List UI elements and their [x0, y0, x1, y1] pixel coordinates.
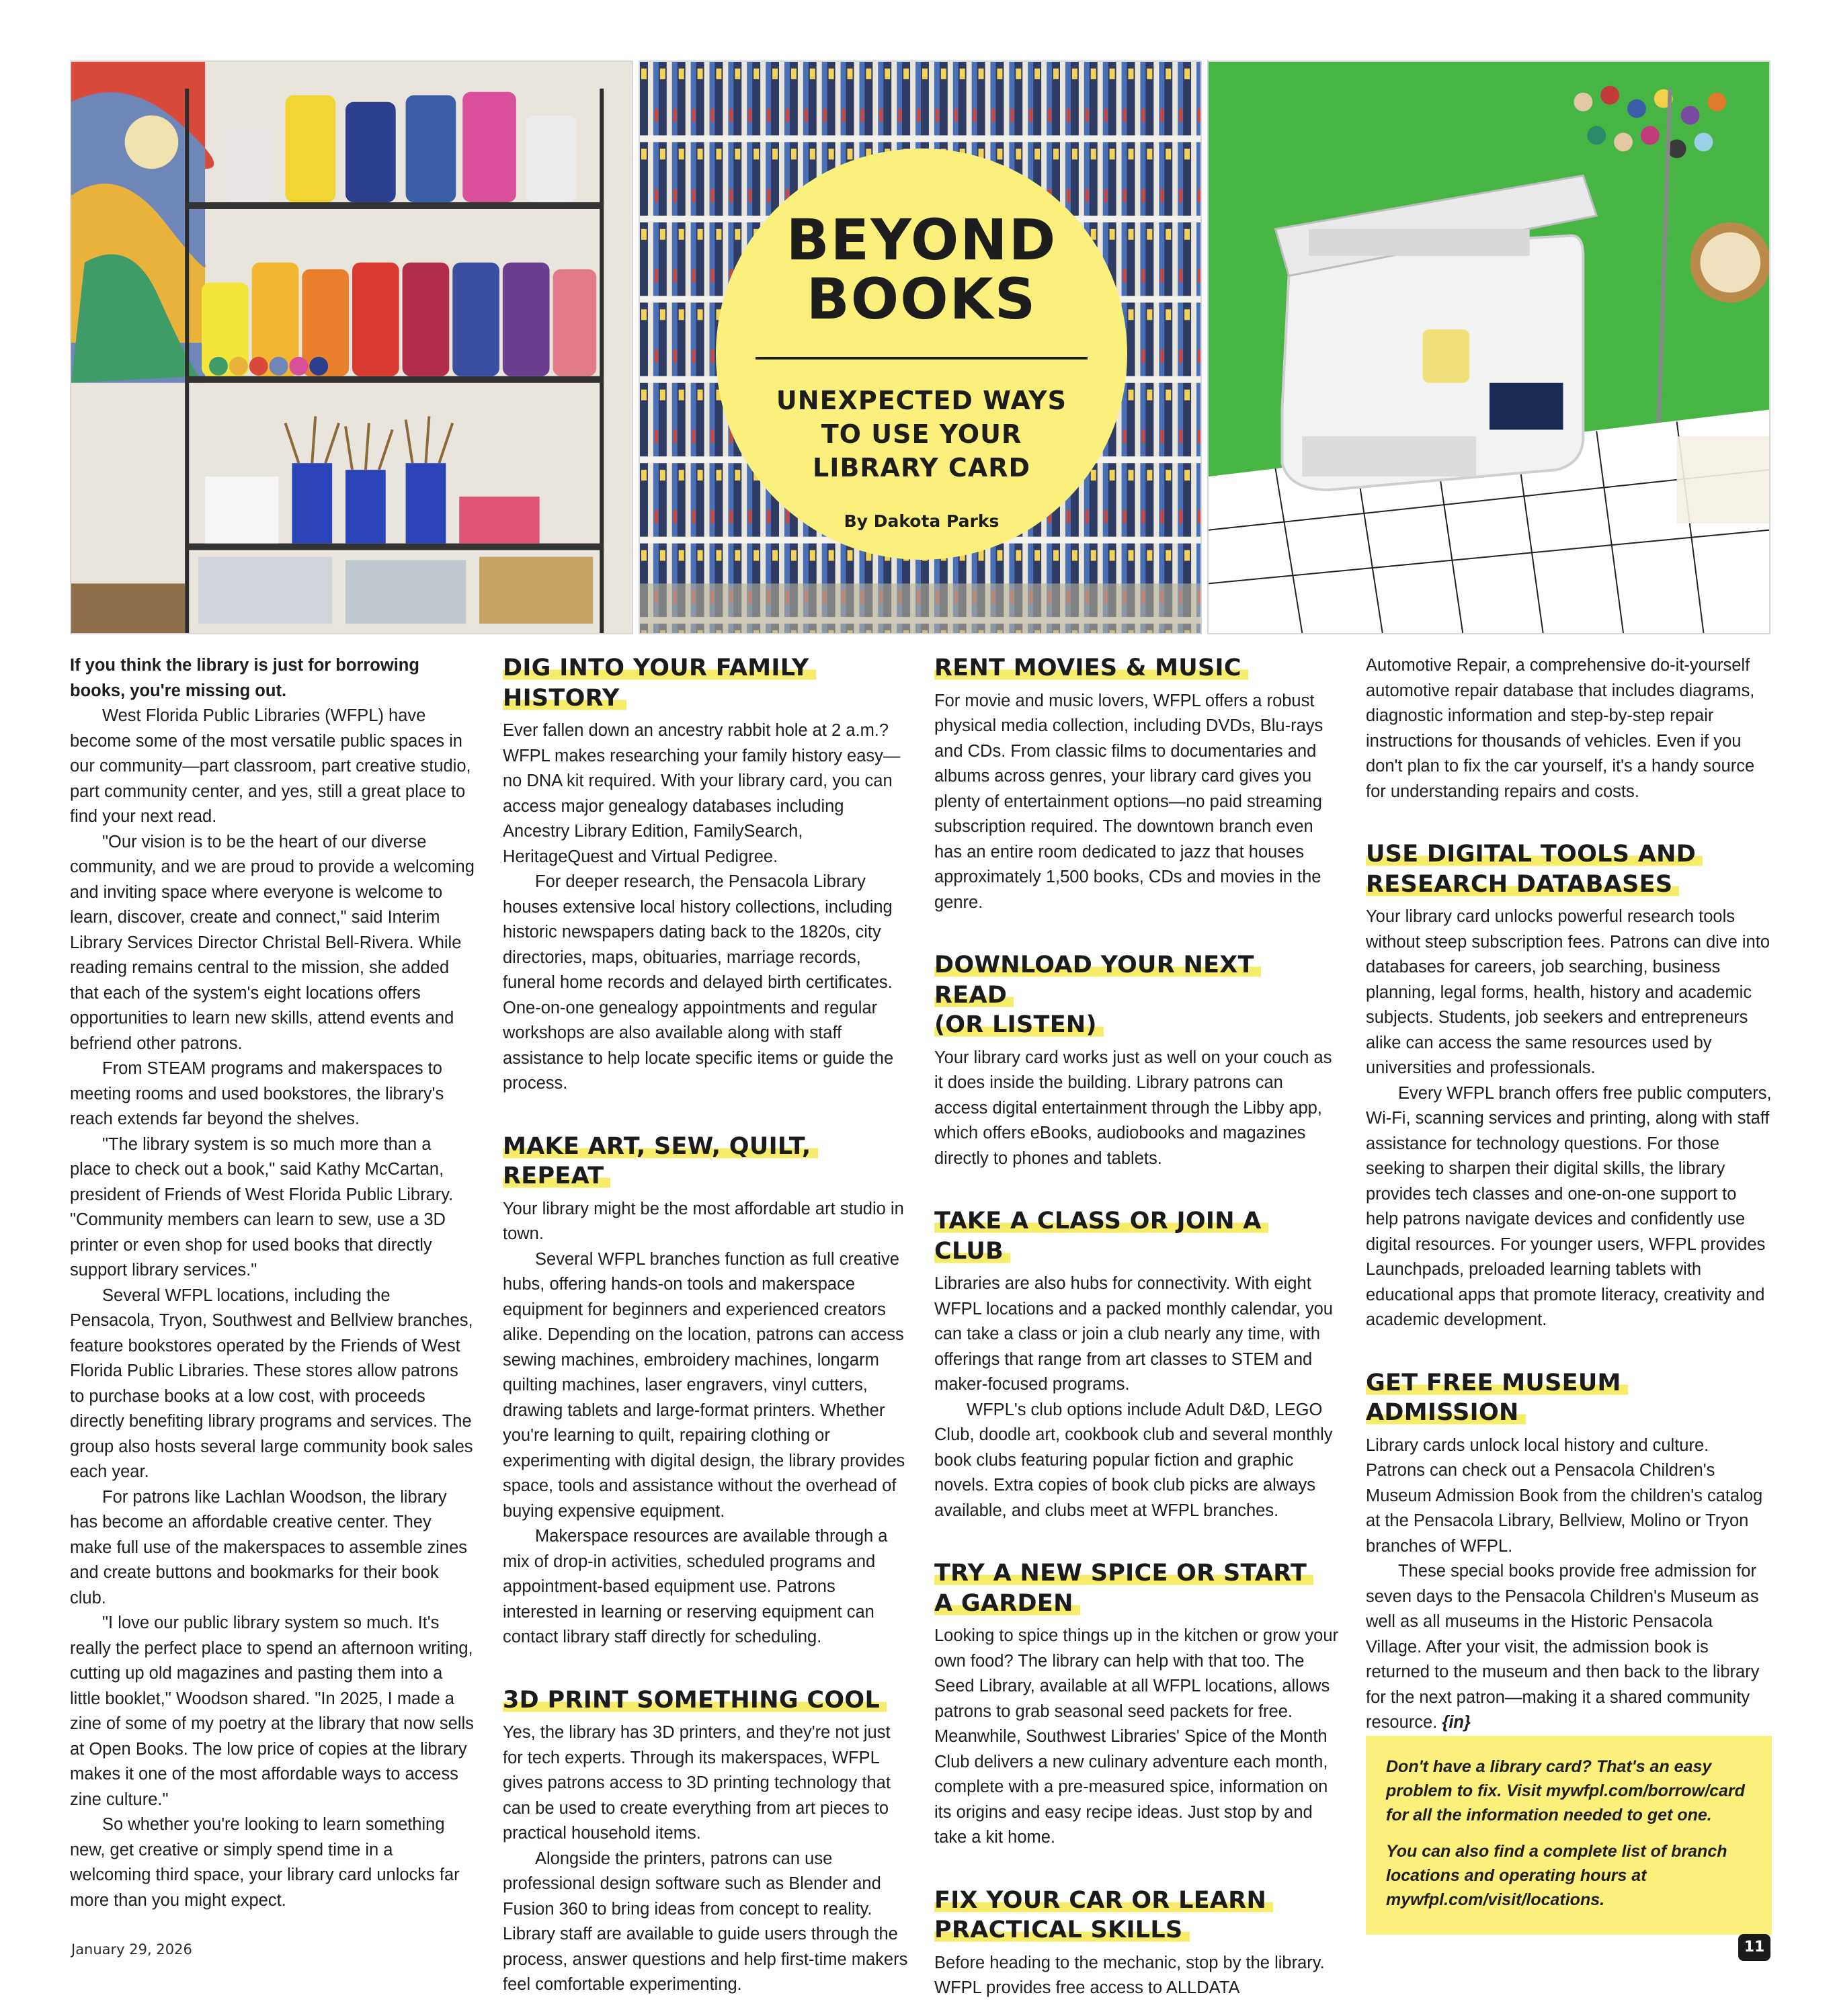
callout-paragraph: You can also find a complete list of branch locations and operating hours at mywfpl.com/visit/locations. [1386, 1842, 1727, 1909]
subheadline-line-2: TO USE YOUR [821, 419, 1022, 449]
section-paragraph: Alongside the printers, patrons can use professional design software such as Blender and Fusion 360 to bring ideas from concept to reality. Library staff are available to guide users through the process, answer questions and help first-time makers feel comfortable experimenting. [503, 1849, 908, 1994]
intro-lead: If you think the library is just for borrowing books, you're missing out. [70, 656, 419, 700]
column-3 [934, 653, 1340, 2001]
section-paragraph: Your library card works just as well on your couch as it does inside the building. Library patrons can access digital entertainment through the Libby app, which offers eBooks, audiobooks and magazines directly to phones and tablets. [934, 1048, 1332, 1168]
section-paragraph: Several WFPL branches function as full creative hubs, offering hands-on tools and makerspace equipment for beginners and experienced creators alike. Depending on the location, patrons can access sewing machines, embroidery machines, longarm quilting machines, laser engravers, vinyl cutters, drawing tablets and large-format printers. Whether you're learning to quilt, repairing clothing or experimenting with digital design, the library provides space, tools and assistance without the overhead of buying expensive equipment. [503, 1249, 905, 1521]
section-paragraph: Every WFPL branch offers free public computers, Wi-Fi, scanning services and printing, along with staff assistance for technology questions. For those seeking to sharpen their digital skills, the library provides tech classes and one-on-one support to help patrons navigate devices and confidently use digital resources. For younger users, WFPL provides Launchpads, preloaded learning tablets with educational apps that promote literacy, creativity and academic development. [1366, 1083, 1772, 1329]
section-paragraph-continued: Automotive Repair, a comprehensive do-it-yourself automotive repair database that includes diagrams, diagnostic information and step-by-step repair instructions for thousands of vehicles. Even if you don't plan to fix the car yourself, it's a handy source for understanding repairs and costs. [1366, 656, 1755, 801]
section-heading-movies: RENT MOVIES & MUSIC [934, 653, 1340, 683]
callout-paragraph: Don't have a library card? That's an easy problem to fix. Visit mywfpl.com/borrow/card for all the information needed to get one. [1386, 1757, 1745, 1824]
title-divider [756, 357, 1088, 360]
intro-paragraph: "Our vision is to be the heart of our diverse community, and we are proud to provide a welcoming and inviting space where everyone is welcome to learn, discover, create and connect," said Interim Library Services Director Christal Bell-Rivera. While reading remains central to the mission, she added that each of the system's eight locations offers opportunities to learn new skills, attend events and befriend other patrons. [70, 832, 475, 1053]
headline-line-2: BOOKS [806, 266, 1037, 332]
section-paragraph: Your library might be the most affordable art studio in town. [503, 1199, 904, 1243]
library-card-callout [1366, 1736, 1772, 1935]
section-paragraph: WFPL's club options include Adult D&D, LEGO Club, doodle art, cookbook club and several monthly book clubs featuring popular fiction and graphic novels. Extra copies of book club picks are always available, and clubs meet at WFPL branches. [934, 1400, 1333, 1520]
section-paragraph: For movie and music lovers, WFPL offers a robust physical media collection, including DVDs, Blu-rays and CDs. From classic films to documentaries and albums across genres, your library card gives you plenty of entertainment options—no paid streaming subscription required. The downtown branch even has an entire room dedicated to jazz that houses approximately 1,500 books, CDs and movies in the genre. [934, 691, 1323, 912]
section-heading-family: DIG INTO YOUR FAMILY HISTORY [503, 653, 909, 713]
section-heading-download: DOWNLOAD YOUR NEXT READ (OR LISTEN) [934, 950, 1340, 1040]
issue-date: January 29, 2026 [71, 1941, 192, 1958]
section-heading-museum: GET FREE MUSEUM ADMISSION [1366, 1368, 1772, 1428]
headline-line-1: BEYOND [786, 207, 1057, 273]
sewing-machine-photo [1207, 60, 1770, 634]
section-paragraph: Makerspace resources are available through a mix of drop-in activities, scheduled programs and appointment-based equipment use. Patrons interested in learning or reserving equipment can contact library staff directly for scheduling. [503, 1527, 888, 1646]
art-supplies-illustration [71, 62, 632, 633]
section-paragraph: For deeper research, the Pensacola Library houses extensive local history collections, including historic newspapers dating back to the 1820s, city directories, maps, obituaries, marriage records, funeral home records and delayed birth certificates. One-on-one genealogy appointments and regular workshops are also available along with staff assistance to help locate specific items or guide the process. [503, 872, 894, 1093]
intro-paragraph: For patrons like Lachlan Woodson, the library has become an affordable creative center. They make full use of the makerspaces to assemble zines and create buttons and bookmarks for their book club. [70, 1487, 468, 1607]
intro-paragraph: "I love our public library system so much. It's really the perfect place to spend an afternoon writing, cutting up old magazines and pasting them into a little booklet," Woodson shared. "In 2025, I made a zine of some of my poetry at the library that now sells at Open Books. The low price of copies at the library makes it one of the most affordable ways to access zine culture." [70, 1613, 474, 1809]
section-paragraph: These special books provide free admission for seven days to the Pensacola Children's Museum as well as all museums in the Historic Pensacola Village. After your visit, the admission book is returned to the museum and then back to the library for the next patron—making it a shared community resource. {in} [1366, 1562, 1760, 1732]
column-1 [70, 653, 476, 1913]
intro-paragraph: So whether you're looking to learn something new, get creative or simply spend time in a welcoming third space, your library card unlocks far more than you might expect. [70, 1815, 460, 1910]
subheadline-line-1: UNEXPECTED WAYS [776, 386, 1067, 415]
section-heading-3d-print: 3D PRINT SOMETHING COOL [503, 1685, 909, 1716]
section-paragraph: Yes, the library has 3D printers, and they're not just for tech experts. Through its makerspaces, WFPL gives patrons access to 3D printing technology that can be used to create everything from art pieces to practical household items. [503, 1723, 891, 1843]
intro-paragraph: Several WFPL locations, including the Pensacola, Tryon, Southwest and Bellview branches, feature bookstores operated by the Friends of West Florida Public Libraries. These stores allow patrons to purchase books at a low cost, with proceeds directly benefiting library programs and services. The group also hosts several large community book sales each year. [70, 1286, 473, 1481]
intro-paragraph: West Florida Public Libraries (WFPL) have become some of the most versatile public spaces in our community—part classroom, part creative studio, part community center, and yes, still a great place to find your next read. [70, 706, 471, 826]
byline: By Dakota Parks [844, 511, 1000, 531]
section-heading-car: FIX YOUR CAR OR LEARN PRACTICAL SKILLS [934, 1886, 1340, 1945]
section-paragraph: Library cards unlock local history and culture. Patrons can check out a Pensacola Children's Museum Admission Book from the children's catalog at the Pensacola Library, Bellview, Molino or Tryon branches of WFPL. [1366, 1435, 1763, 1556]
subheadline-line-3: LIBRARY CARD [812, 453, 1030, 482]
section-heading-art: MAKE ART, SEW, QUILT, REPEAT [503, 1132, 909, 1191]
section-heading-spice: TRY A NEW SPICE OR START A GARDEN [934, 1558, 1340, 1618]
section-paragraph: Before heading to the mechanic, stop by the library. WFPL provides free access to ALLDATA [934, 1953, 1325, 1997]
column-2 [503, 653, 909, 1998]
page-number: 11 [1738, 1934, 1770, 1961]
title-circle [716, 149, 1127, 560]
art-supplies-photo [70, 60, 633, 634]
dvd-shelves-photo [639, 60, 1202, 634]
intro-paragraph: From STEAM programs and makerspaces to meeting rooms and used bookstores, the library's reach extends far beyond the shelves. [70, 1059, 444, 1128]
sewing-machine-illustration [1209, 62, 1769, 633]
section-heading-classes: TAKE A CLASS OR JOIN A CLUB [934, 1206, 1340, 1266]
section-paragraph: Ever fallen down an ancestry rabbit hole at 2 a.m.? WFPL makes researching your family history easy—no DNA kit required. With your library card, you can access major genealogy databases including Ancestry Library Edition, FamilySearch, HeritageQuest and Virtual Pedigree. [503, 721, 901, 866]
section-paragraph: Your library card unlocks powerful research tools without steep subscription fees. Patrons can dive into databases for careers, job searching, business planning, legal forms, health, history and academic subjects. Students, job seekers and entrepreneurs alike can access the same resources used by universities and professionals. [1366, 907, 1770, 1077]
section-heading-digital: USE DIGITAL TOOLS AND RESEARCH DATABASES [1366, 839, 1772, 899]
intro-paragraph: "The library system is so much more than a place to check out a book," said Kathy McCartan, president of Friends of West Florida Public Library. "Community members can learn to sew, use a 3D printer or even shop for used books that directly support library services." [70, 1134, 454, 1279]
column-4 [1366, 653, 1772, 1736]
section-paragraph: Looking to spice things up in the kitchen or grow your own food? The library can help with that too. The Seed Library, available at all WFPL locations, allows patrons to grab seasonal seed packets for free. Meanwhile, Southwest Libraries' Spice of the Month Club delivers a new culinary adventure each month, complete with a pre-measured spice, information on its origins and easy recipe ideas. Just stop by and take a kit home. [934, 1626, 1339, 1847]
section-paragraph: Libraries are also hubs for connectivity. With eight WFPL locations and a packed monthly calendar, you can take a class or join a club nearly any time, with offerings that range from art classes to STEM and maker-focused programs. [934, 1274, 1333, 1394]
end-tag: {in} [1442, 1713, 1471, 1732]
